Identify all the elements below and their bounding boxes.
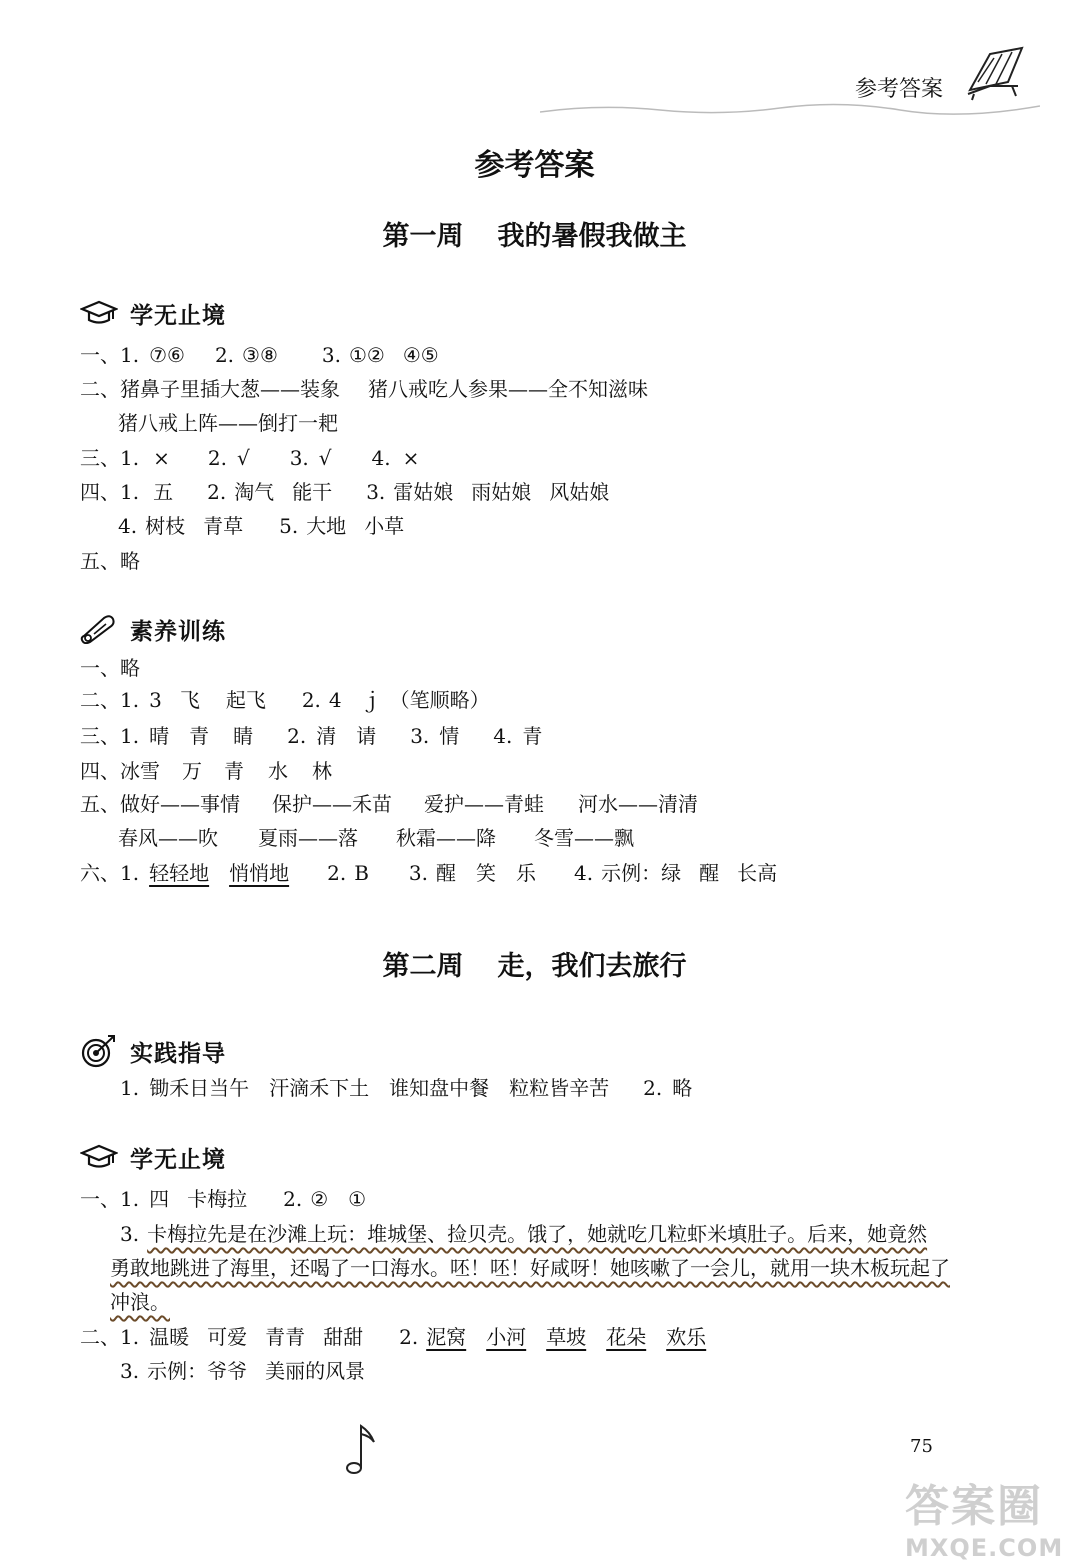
week2-subtitle: 走，我们去旅行: [497, 951, 687, 982]
answer-line: 勇敢地跳进了海里，还喝了一口海水。呸！呸！好咸呀！她咳嗽了一会儿，就用一块木板玩起了: [110, 1256, 950, 1280]
answer-line: 一、1. ⑦⑥ 2. ③⑧ 3. ①② ④⑤: [80, 343, 439, 367]
week1-title: 第一周: [382, 221, 464, 252]
music-note-icon: [340, 1420, 380, 1484]
answer-line: 五、略: [80, 549, 140, 573]
answer-line: 春风——吹 夏雨——落 秋霜——降 冬雪——飘: [118, 826, 634, 850]
answer-line: 三、1. 晴 青 睛 2. 清 请 3. 情 4. 青: [80, 724, 543, 748]
section-header: [80, 1140, 226, 1174]
answer-line: 二、猪鼻子里插大葱——装象 猪八戒吃人参果——全不知滋味: [80, 377, 648, 401]
answer-line: 三、1. × 2. √ 3. √ 4. ×: [80, 446, 420, 470]
section-label: 学无止境: [130, 1146, 226, 1173]
week2-heading: [0, 944, 1069, 983]
answer-line: 五、做好——事情 保护——禾苗 爱护——青蛙 河水——清清: [80, 792, 698, 816]
answer-line: 一、1. 四 卡梅拉 2. ② ①: [80, 1187, 367, 1211]
section-header: [80, 612, 226, 646]
page-title: 参考答案: [474, 148, 595, 183]
graduation-cap-icon: [80, 300, 118, 326]
page-number: 75: [910, 1436, 933, 1457]
answer-line: 冲浪。: [110, 1290, 170, 1314]
scroll-diploma-icon: [80, 614, 118, 644]
week2-title: 第二周: [382, 951, 464, 982]
section-header: [80, 1034, 226, 1068]
answer-line: 1. 锄禾日当午 汗滴禾下土 谁知盘中餐 粒粒皆辛苦 2. 略: [120, 1076, 693, 1100]
target-icon: [80, 1034, 118, 1068]
section-label: 学无止境: [130, 302, 226, 329]
week1-heading: [0, 214, 1069, 253]
answer-line: 3. 卡梅拉先是在沙滩上玩：堆城堡、捡贝壳。饿了，她就吃几粒虾米填肚子。后来，她竟然: [120, 1222, 928, 1246]
section-header: [80, 296, 226, 330]
answer-line: 一、略: [80, 656, 140, 680]
beach-chair-icon: [960, 42, 1040, 106]
section-label: 实践指导: [130, 1040, 226, 1067]
answer-line: 3. 示例：爷爷 美丽的风景: [120, 1359, 366, 1383]
watermark-logo: 答案圈 MXQE.COM: [905, 1481, 1064, 1562]
week1-subtitle: 我的暑假我做主: [497, 221, 687, 252]
answer-line: 猪八戒上阵——倒打一耙: [118, 411, 338, 435]
header-label: 参考答案: [855, 77, 944, 102]
answer-line: 四、1. 五 2. 淘气 能干 3. 雷姑娘 雨姑娘 风姑娘: [80, 480, 610, 504]
answer-line: 四、冰雪 万 青 水 林: [80, 759, 332, 783]
graduation-cap-icon: [80, 1144, 118, 1170]
answer-line: 六、1. 轻轻地 悄悄地 2. B 3. 醒 笑 乐 4. 示例：绿 醒 长高: [80, 861, 778, 885]
section-label: 素养训练: [130, 618, 226, 645]
answer-line: 4. 树枝 青草 5. 大地 小草: [118, 514, 405, 538]
header-wave-decoration: [540, 100, 1040, 124]
answer-line: 二、1. 3 飞 起飞 2. 4 ｊ （笔顺略）: [80, 688, 490, 712]
answer-line: 二、1. 温暖 可爱 青青 甜甜 2. 泥窝 小河 草坡 花朵 欢乐: [80, 1325, 707, 1349]
